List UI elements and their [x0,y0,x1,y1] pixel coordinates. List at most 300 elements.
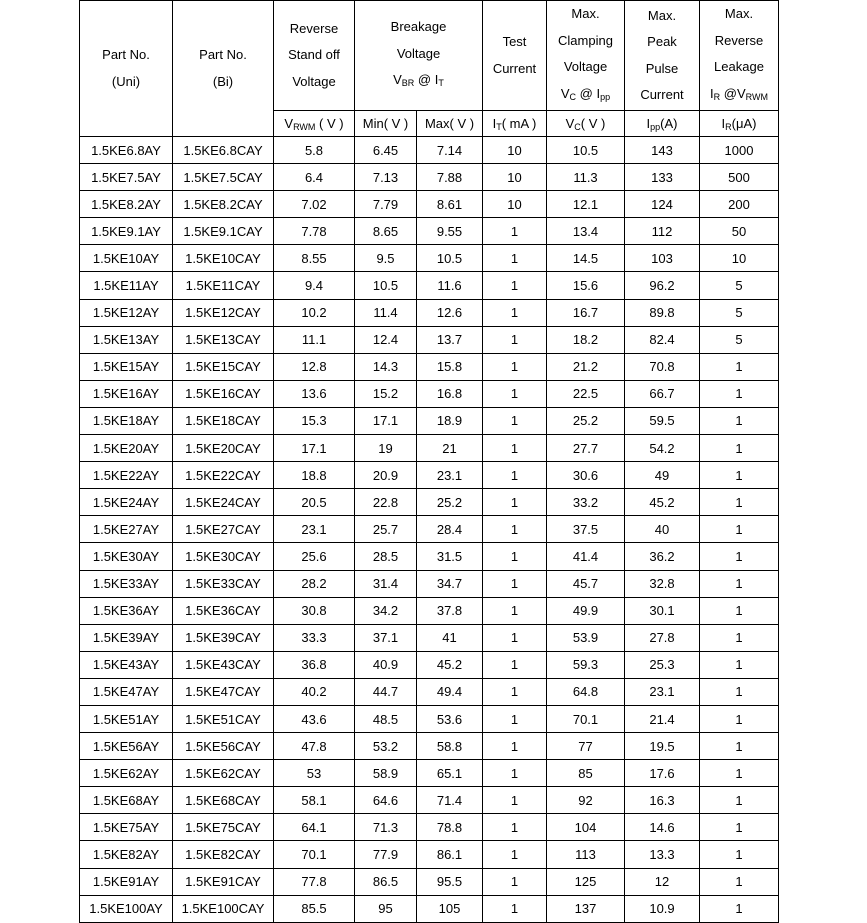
cell-vbr-max: 12.6 [417,299,483,326]
cell-ir: 1 [700,380,779,407]
cell-ipp: 36.2 [625,543,700,570]
cell-vbr-min: 37.1 [355,624,417,651]
cell-ir: 1 [700,516,779,543]
cell-part-bi: 1.5KE15CAY [173,353,274,380]
cell-vbr-min: 44.7 [355,678,417,705]
table-row [80,814,779,841]
cell-vc: 64.8 [547,678,625,705]
cell-vrwm: 43.6 [274,705,355,732]
cell-part-uni: 1.5KE51AY [80,705,173,732]
cell-vbr-min: 25.7 [355,516,417,543]
cell-vbr-min: 7.79 [355,191,417,218]
cell-vbr-max: 53.6 [417,705,483,732]
cell-vbr-min: 71.3 [355,814,417,841]
cell-it: 1 [483,760,547,787]
cell-ir: 50 [700,218,779,245]
cell-vrwm: 7.78 [274,218,355,245]
header-peak-pulse-current: Max. Peak Pulse Current [625,1,700,111]
cell-vc: 22.5 [547,380,625,407]
cell-ir: 10 [700,245,779,272]
cell-ipp: 40 [625,516,700,543]
cell-it: 1 [483,678,547,705]
cell-ir: 1 [700,353,779,380]
cell-part-uni: 1.5KE9.1AY [80,218,173,245]
cell-part-uni: 1.5KE91AY [80,868,173,895]
cell-ir: 1 [700,841,779,868]
cell-ipp: 49 [625,462,700,489]
cell-part-bi: 1.5KE82CAY [173,841,274,868]
table-body [80,137,779,923]
cell-ir: 1 [700,895,779,922]
cell-vrwm: 8.55 [274,245,355,272]
cell-ir: 1 [700,543,779,570]
cell-ir: 1 [700,705,779,732]
cell-vbr-max: 13.7 [417,326,483,353]
table-row [80,299,779,326]
cell-vbr-max: 23.1 [417,462,483,489]
cell-part-uni: 1.5KE12AY [80,299,173,326]
cell-vbr-min: 28.5 [355,543,417,570]
cell-ir: 1 [700,435,779,462]
tvs-spec-table [79,0,779,923]
table-row [80,489,779,516]
cell-ir: 5 [700,326,779,353]
cell-vbr-max: 95.5 [417,868,483,895]
cell-part-uni: 1.5KE24AY [80,489,173,516]
cell-it: 1 [483,407,547,434]
cell-vrwm: 85.5 [274,895,355,922]
cell-part-uni: 1.5KE43AY [80,651,173,678]
cell-ipp: 17.6 [625,760,700,787]
cell-vrwm: 13.6 [274,380,355,407]
cell-vbr-max: 31.5 [417,543,483,570]
cell-part-uni: 1.5KE56AY [80,733,173,760]
cell-vbr-min: 12.4 [355,326,417,353]
cell-vbr-min: 48.5 [355,705,417,732]
cell-it: 1 [483,299,547,326]
unit-ir: $I_R(\mu A)$ [700,111,779,137]
cell-vrwm: 17.1 [274,435,355,462]
cell-vrwm: 77.8 [274,868,355,895]
cell-ipp: 23.1 [625,678,700,705]
cell-part-uni: 1.5KE100AY [80,895,173,922]
cell-vbr-max: 105 [417,895,483,922]
cell-ipp: 59.5 [625,407,700,434]
cell-vbr-max: 86.1 [417,841,483,868]
table-row [80,895,779,922]
cell-vc: 27.7 [547,435,625,462]
cell-vbr-min: 34.2 [355,597,417,624]
cell-vbr-min: 10.5 [355,272,417,299]
cell-part-uni: 1.5KE11AY [80,272,173,299]
cell-it: 1 [483,435,547,462]
cell-part-uni: 1.5KE22AY [80,462,173,489]
cell-it: 1 [483,462,547,489]
cell-vc: 21.2 [547,353,625,380]
cell-ir: 1 [700,489,779,516]
cell-part-bi: 1.5KE33CAY [173,570,274,597]
cell-vrwm: 36.8 [274,651,355,678]
cell-it: 1 [483,895,547,922]
cell-vbr-max: 16.8 [417,380,483,407]
cell-vc: 33.2 [547,489,625,516]
cell-ir: 1 [700,462,779,489]
table-row [80,272,779,299]
cell-ir: 1000 [700,137,779,164]
cell-vbr-max: 41 [417,624,483,651]
cell-part-uni: 1.5KE7.5AY [80,164,173,191]
cell-part-bi: 1.5KE16CAY [173,380,274,407]
cell-vbr-max: 7.88 [417,164,483,191]
cell-ir: 1 [700,407,779,434]
cell-vbr-min: 9.5 [355,245,417,272]
header-part-bi: Part No. (Bi) [173,1,274,137]
table-row [80,245,779,272]
cell-ipp: 133 [625,164,700,191]
cell-vc: 92 [547,787,625,814]
cell-vc: 18.2 [547,326,625,353]
cell-part-uni: 1.5KE68AY [80,787,173,814]
cell-vbr-min: 86.5 [355,868,417,895]
cell-ir: 5 [700,299,779,326]
cell-ipp: 54.2 [625,435,700,462]
cell-vbr-min: 20.9 [355,462,417,489]
cell-ipp: 12 [625,868,700,895]
cell-vrwm: 12.8 [274,353,355,380]
unit-max: Max( V ) [417,111,483,137]
cell-part-bi: 1.5KE9.1CAY [173,218,274,245]
cell-vbr-max: 25.2 [417,489,483,516]
cell-vc: 11.3 [547,164,625,191]
cell-part-uni: 1.5KE6.8AY [80,137,173,164]
cell-vbr-min: 8.65 [355,218,417,245]
cell-it: 1 [483,489,547,516]
cell-vc: 16.7 [547,299,625,326]
cell-part-bi: 1.5KE10CAY [173,245,274,272]
cell-vrwm: 6.4 [274,164,355,191]
cell-it: 1 [483,814,547,841]
cell-ir: 1 [700,733,779,760]
cell-ipp: 66.7 [625,380,700,407]
cell-part-uni: 1.5KE13AY [80,326,173,353]
cell-part-uni: 1.5KE75AY [80,814,173,841]
cell-ipp: 19.5 [625,733,700,760]
cell-vc: 45.7 [547,570,625,597]
cell-it: 1 [483,272,547,299]
cell-ipp: 13.3 [625,841,700,868]
cell-part-uni: 1.5KE16AY [80,380,173,407]
cell-vbr-max: 11.6 [417,272,483,299]
cell-part-bi: 1.5KE68CAY [173,787,274,814]
cell-vrwm: 70.1 [274,841,355,868]
cell-vbr-max: 45.2 [417,651,483,678]
cell-part-uni: 1.5KE47AY [80,678,173,705]
cell-part-bi: 1.5KE56CAY [173,733,274,760]
cell-ir: 200 [700,191,779,218]
cell-vrwm: 64.1 [274,814,355,841]
cell-vrwm: 15.3 [274,407,355,434]
header-breakage-voltage: Breakage Voltage $V_{BR}$ @ $I_T$ [355,1,483,111]
cell-it: 1 [483,705,547,732]
cell-it: 1 [483,841,547,868]
cell-vbr-min: 14.3 [355,353,417,380]
cell-ir: 1 [700,624,779,651]
cell-it: 10 [483,137,547,164]
cell-ipp: 112 [625,218,700,245]
cell-ipp: 10.9 [625,895,700,922]
cell-part-bi: 1.5KE8.2CAY [173,191,274,218]
cell-vc: 25.2 [547,407,625,434]
cell-vrwm: 10.2 [274,299,355,326]
cell-vbr-min: 17.1 [355,407,417,434]
cell-ir: 1 [700,651,779,678]
table-row [80,624,779,651]
cell-part-bi: 1.5KE75CAY [173,814,274,841]
table-row [80,543,779,570]
cell-vbr-min: 22.8 [355,489,417,516]
table-row [80,380,779,407]
cell-ir: 1 [700,787,779,814]
cell-vbr-min: 7.13 [355,164,417,191]
cell-ipp: 124 [625,191,700,218]
cell-vbr-max: 71.4 [417,787,483,814]
cell-ipp: 16.3 [625,787,700,814]
cell-vrwm: 58.1 [274,787,355,814]
cell-vc: 85 [547,760,625,787]
cell-vc: 77 [547,733,625,760]
cell-ipp: 27.8 [625,624,700,651]
cell-vbr-min: 53.2 [355,733,417,760]
cell-part-bi: 1.5KE18CAY [173,407,274,434]
cell-ir: 1 [700,868,779,895]
table-row [80,191,779,218]
header-part-uni: Part No. (Uni) [80,1,173,137]
cell-part-bi: 1.5KE91CAY [173,868,274,895]
table-row [80,678,779,705]
table-row [80,841,779,868]
cell-ipp: 14.6 [625,814,700,841]
unit-vc: $V_C$( V ) [547,111,625,137]
unit-it: $I_T$( mA ) [483,111,547,137]
cell-part-bi: 1.5KE11CAY [173,272,274,299]
cell-vrwm: 47.8 [274,733,355,760]
table-row [80,326,779,353]
cell-it: 1 [483,651,547,678]
header-clamping-voltage: Max. Clamping Voltage $V_C$ @ $I_{pp}$ [547,1,625,111]
cell-vrwm: 11.1 [274,326,355,353]
cell-part-bi: 1.5KE22CAY [173,462,274,489]
cell-vbr-min: 15.2 [355,380,417,407]
cell-vbr-max: 37.8 [417,597,483,624]
cell-vrwm: 33.3 [274,624,355,651]
cell-vbr-max: 49.4 [417,678,483,705]
cell-vbr-max: 10.5 [417,245,483,272]
cell-part-uni: 1.5KE36AY [80,597,173,624]
cell-it: 1 [483,787,547,814]
cell-vbr-min: 95 [355,895,417,922]
cell-part-uni: 1.5KE10AY [80,245,173,272]
cell-part-bi: 1.5KE62CAY [173,760,274,787]
cell-vrwm: 9.4 [274,272,355,299]
table-row [80,516,779,543]
cell-vbr-max: 65.1 [417,760,483,787]
cell-part-bi: 1.5KE47CAY [173,678,274,705]
table-row [80,597,779,624]
cell-vbr-min: 77.9 [355,841,417,868]
cell-it: 1 [483,570,547,597]
cell-it: 1 [483,516,547,543]
cell-vrwm: 20.5 [274,489,355,516]
cell-vc: 125 [547,868,625,895]
cell-ipp: 103 [625,245,700,272]
table-row [80,570,779,597]
cell-ipp: 25.3 [625,651,700,678]
cell-vc: 53.9 [547,624,625,651]
cell-part-uni: 1.5KE15AY [80,353,173,380]
cell-part-uni: 1.5KE33AY [80,570,173,597]
cell-vc: 13.4 [547,218,625,245]
table-row [80,137,779,164]
cell-part-bi: 1.5KE13CAY [173,326,274,353]
cell-ir: 1 [700,597,779,624]
table-row [80,787,779,814]
cell-it: 1 [483,353,547,380]
cell-ir: 1 [700,570,779,597]
cell-it: 1 [483,624,547,651]
cell-it: 1 [483,733,547,760]
cell-part-bi: 1.5KE6.8CAY [173,137,274,164]
cell-vc: 37.5 [547,516,625,543]
cell-ipp: 32.8 [625,570,700,597]
cell-vbr-min: 64.6 [355,787,417,814]
table-row [80,651,779,678]
cell-part-uni: 1.5KE82AY [80,841,173,868]
unit-vrwm: $V_{RWM}$ ( V ) [274,111,355,137]
cell-part-bi: 1.5KE43CAY [173,651,274,678]
cell-part-bi: 1.5KE39CAY [173,624,274,651]
cell-it: 1 [483,326,547,353]
cell-ipp: 45.2 [625,489,700,516]
cell-it: 1 [483,868,547,895]
cell-vc: 41.4 [547,543,625,570]
cell-part-bi: 1.5KE12CAY [173,299,274,326]
cell-part-uni: 1.5KE30AY [80,543,173,570]
cell-vbr-max: 8.61 [417,191,483,218]
cell-vrwm: 25.6 [274,543,355,570]
cell-vbr-max: 18.9 [417,407,483,434]
cell-ir: 1 [700,760,779,787]
cell-it: 1 [483,597,547,624]
breakage-symbol: $V_{BR}$ @ $I_T$ [393,72,444,89]
cell-part-uni: 1.5KE62AY [80,760,173,787]
cell-part-uni: 1.5KE27AY [80,516,173,543]
cell-ipp: 70.8 [625,353,700,380]
cell-ir: 1 [700,814,779,841]
cell-part-bi: 1.5KE24CAY [173,489,274,516]
cell-part-uni: 1.5KE20AY [80,435,173,462]
cell-vc: 113 [547,841,625,868]
table-row [80,218,779,245]
table-row [80,462,779,489]
cell-vbr-min: 40.9 [355,651,417,678]
cell-it: 1 [483,380,547,407]
cell-part-bi: 1.5KE51CAY [173,705,274,732]
cell-it: 1 [483,245,547,272]
header-test-current: Test Current [483,1,547,111]
cell-ipp: 21.4 [625,705,700,732]
cell-it: 10 [483,164,547,191]
header-reverse-standoff: Reverse Stand off Voltage [274,1,355,111]
cell-vc: 10.5 [547,137,625,164]
cell-vrwm: 53 [274,760,355,787]
cell-ir: 500 [700,164,779,191]
table-row [80,733,779,760]
unit-ipp: $I_{pp}(A)$ [625,111,700,137]
cell-vc: 59.3 [547,651,625,678]
cell-vbr-max: 9.55 [417,218,483,245]
cell-vbr-min: 58.9 [355,760,417,787]
cell-part-bi: 1.5KE36CAY [173,597,274,624]
cell-ir: 5 [700,272,779,299]
table-row [80,164,779,191]
cell-it: 10 [483,191,547,218]
cell-part-uni: 1.5KE8.2AY [80,191,173,218]
cell-vrwm: 18.8 [274,462,355,489]
cell-vc: 104 [547,814,625,841]
cell-vbr-max: 21 [417,435,483,462]
cell-part-uni: 1.5KE18AY [80,407,173,434]
cell-vc: 30.6 [547,462,625,489]
cell-vbr-max: 15.8 [417,353,483,380]
table-row [80,353,779,380]
cell-vc: 49.9 [547,597,625,624]
cell-vbr-min: 31.4 [355,570,417,597]
table-row [80,435,779,462]
leak-symbol: $I_R$ $@V_{RWM}$ [710,85,768,102]
cell-vc: 14.5 [547,245,625,272]
cell-ipp: 30.1 [625,597,700,624]
cell-ipp: 96.2 [625,272,700,299]
cell-part-bi: 1.5KE7.5CAY [173,164,274,191]
cell-vrwm: 7.02 [274,191,355,218]
cell-vrwm: 5.8 [274,137,355,164]
cell-it: 1 [483,543,547,570]
cell-vc: 70.1 [547,705,625,732]
cell-ipp: 82.4 [625,326,700,353]
cell-vbr-min: 11.4 [355,299,417,326]
cell-part-bi: 1.5KE100CAY [173,895,274,922]
cell-vbr-max: 58.8 [417,733,483,760]
cell-part-bi: 1.5KE30CAY [173,543,274,570]
cell-vbr-max: 78.8 [417,814,483,841]
cell-vrwm: 23.1 [274,516,355,543]
table-row [80,760,779,787]
cell-vrwm: 28.2 [274,570,355,597]
cell-vc: 137 [547,895,625,922]
cell-part-bi: 1.5KE20CAY [173,435,274,462]
cell-vc: 15.6 [547,272,625,299]
cell-vbr-max: 28.4 [417,516,483,543]
cell-vbr-max: 7.14 [417,137,483,164]
header-reverse-leakage: Max. Reverse Leakage $I_R$ $@V_{RWM}$ [700,1,779,111]
cell-part-uni: 1.5KE39AY [80,624,173,651]
cell-vrwm: 40.2 [274,678,355,705]
cell-vrwm: 30.8 [274,597,355,624]
unit-min: Min( V ) [355,111,417,137]
table-row [80,705,779,732]
cell-vbr-min: 6.45 [355,137,417,164]
cell-vbr-min: 19 [355,435,417,462]
